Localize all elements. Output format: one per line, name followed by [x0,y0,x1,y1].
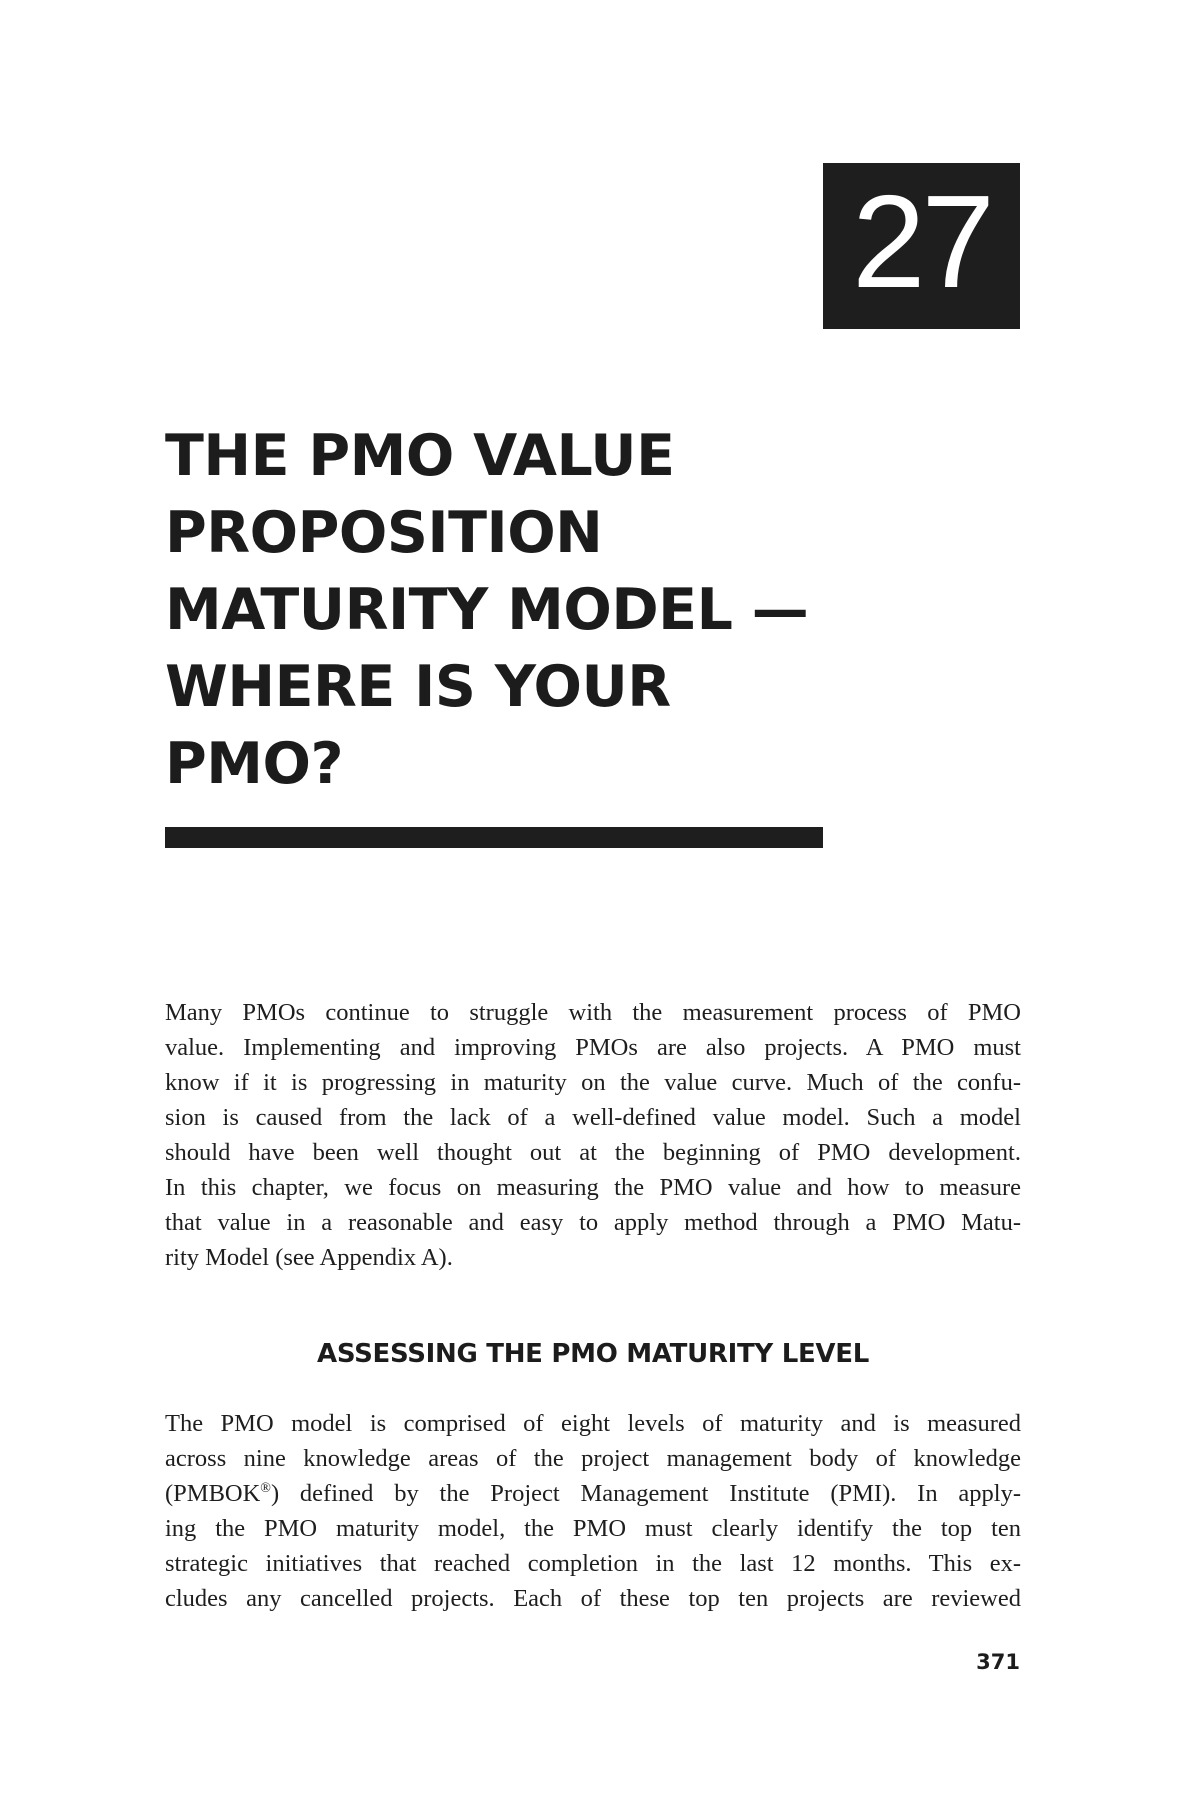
paragraph-line: strategic initiatives that reached completion in the last 12 months. This ex- [165,1550,1021,1577]
registered-mark: ® [260,1480,271,1496]
section-heading: ASSESSING THE PMO MATURITY LEVEL [317,1339,869,1369]
paragraph-line: should have been well thought out at the beginning of PMO development. [165,1139,1021,1166]
paragraph-line: ing the PMO maturity model, the PMO must clearly identify the top ten [165,1515,1021,1542]
paragraph-line: across nine knowledge areas of the project management body of knowledge [165,1445,1021,1472]
paragraph-line-pmbok [165,1476,1021,1511]
chapter-title-line: MATURITY MODEL — [165,577,809,643]
paragraph-line: cludes any cancelled projects. Each of these top ten projects are reviewed [165,1585,1021,1612]
chapter-title-line: THE PMO VALUE [165,423,675,489]
paragraph-line: sion is caused from the lack of a well-defined value model. Such a model [165,1104,1021,1131]
section-paragraph [165,1406,1021,1616]
paragraph-line: In this chapter, we focus on measuring the PMO value and how to measure [165,1174,1021,1201]
chapter-title-line: WHERE IS YOUR [165,654,671,720]
chapter-title-line: PROPOSITION [165,500,603,566]
paragraph-line: The PMO model is comprised of eight levels of maturity and is measured [165,1410,1021,1437]
paragraph-line: that value in a reasonable and easy to apply method through a PMO Matu- [165,1209,1021,1236]
paragraph-line: know if it is progressing in maturity on the value curve. Much of the confu- [165,1069,1021,1096]
chapter-number-box [823,163,1020,329]
chapter-number: 27 [852,168,991,315]
pmbok-text-before: (PMBOK [165,1480,261,1507]
paragraph-line: Many PMOs continue to struggle with the measurement process of PMO [165,999,1021,1026]
paragraph-line: rity Model (see Appendix A). [165,1244,453,1271]
chapter-title-line: PMO? [165,731,344,797]
chapter-title [165,418,865,803]
pmbok-text-after: ) defined by the Project Management Institute (PMI). In apply- [270,1480,1021,1507]
title-rule [165,827,823,848]
intro-paragraph [165,995,1021,1275]
page-number: 371 [976,1650,1020,1674]
paragraph-line: value. Implementing and improving PMOs are also projects. A PMO must [165,1034,1021,1061]
